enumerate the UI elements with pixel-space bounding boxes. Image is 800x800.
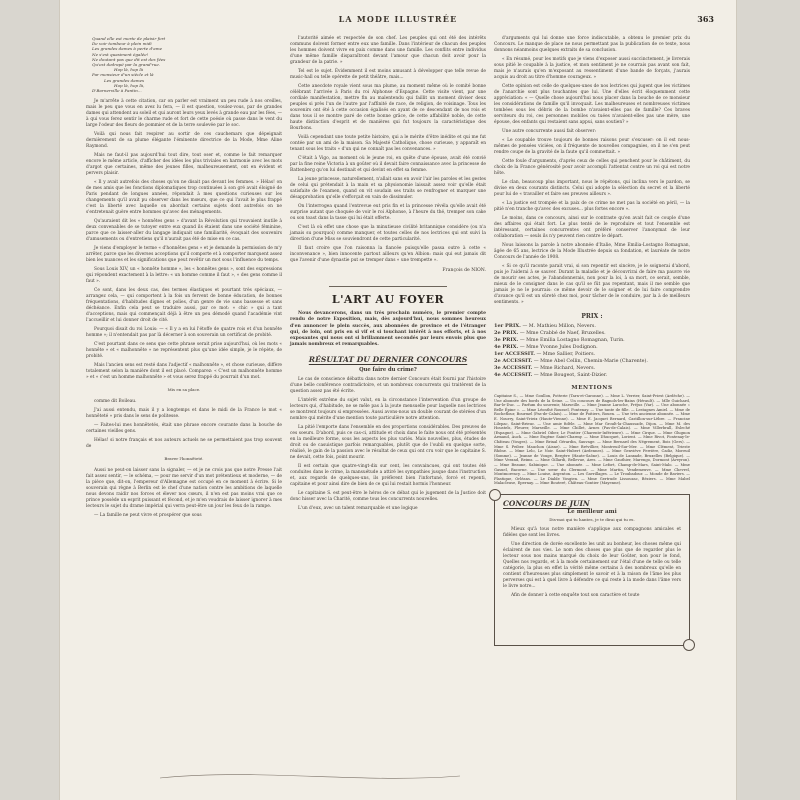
paragraph: Le clan, beaucoup plus important, nous le répétons, qui inclina vers le pardon, se divise en deux courants distincts. Celui qui adopte la sélection du secret et la liberté pour lui de « travailler et faire ses preuves ailleurs ». (494, 180, 690, 197)
paragraph: Je m'arrête à cette citation, car on parler est vraiment un peu rude à nos oreilles, mais le peu que vous en avez lu fera, — il est question, voulez-vous, par de grandes dames qui attendent au soleil et qui auront leurs yeux levés à grande eau par les fées, — à qui vous ferez sentir le charme rude et fort de cette poésie où passe dans le vent du large l'odeur des fleurs de pommier et de la terre soulevée par le soc. (86, 99, 282, 129)
prize-rank: 1er ACCESSIT. (494, 351, 535, 357)
column-3 (494, 36, 690, 646)
announcement-paragraph: Nous devancerons, dans un très prochain numéro, le premier compte rendu de notre Exposition, mais, dès aujourd'hui, nous sommes heureux d'en annoncer le plein succès, aux abonnées de province et de l'étranger qui, de loin, ont pris en si vif et si touchant intérêt à nos efforts, et à nos exposantes qui nous ont si brillamment secondés par leurs envois plus que jamais nombreux et remarquables. (290, 311, 486, 348)
verse-line: Les grandes dames à perte d'ame (92, 46, 163, 52)
paragraph: « Le coupable trouve toujours de bonnes raisons pour s'excuser: on il est nous-mêmes de pensées viciées, on il fréquente de nouvelles compagnies, on il ne s'en peut rendre coupe de la gravité de la faute qu'il commettait. » (494, 138, 690, 155)
prize-winner: — Mme Richard, Nevers. (533, 366, 596, 371)
prize-entry (494, 358, 690, 365)
verse-line: D'Barnerville à Pantin... (92, 88, 142, 94)
author-signature: François de NION. (442, 268, 486, 273)
verse-line: Hop là, hop là, (114, 82, 145, 88)
verse-line: Qu'est dedrapé par la grand'rue. (92, 62, 161, 68)
mentions-heading: MENTIONS (571, 385, 613, 391)
paragraph: l'autorité aimée et respectée de son chef. Les peuples qui ont été des intérêts communs doivent former entre eux une famille. Dans l'intérieur de chacun des peuples les hommes doivent vivre en paix comme dans une famille. Les conflits entre individus d'une même famille disparaîtront devant l'amour que chacun doit avoir pour la grandeur de la patrie. » (290, 36, 486, 65)
journal-title: LA MODE ILLUSTRÉE (338, 14, 458, 24)
paragraph: Cette opinion est celle de quelques-unes de nos lectrices qui jugent que les victimes de l'anarchie sont plus touchantes que lui. Une d'elles écrit éloquemment cette appréciation: « — Quelle chose aujourd'hui nous placer dans la bouche de ce monsieur les considérations de famille qu'il invoquait. Les malheureuses et nombreuses victimes tombées sous les débris de la bombe n'avaient-elles pas de famille? Ces braves serviteurs du roi, ces personnes mobiles ou tuées n'avaient-elles pas une mère, une épouse, des enfants qui restaient sans appui, sans soutien? » (494, 84, 690, 125)
prizes-heading: PRIX : (581, 313, 603, 320)
verse-line: De voir tombeur à plein midi (92, 41, 152, 47)
paragraph: La jeune princesse, naturellement, n'allait sans en avoir l'air les paroles et les gestes de celui qui prétendait à la main et sa physionomie laissait assez voir qu'elle était satisfaite de l'examen, quand on vit soudain ses traits se renfrogner et marquer une désapprobation qu'elle s'efforçait en vain de dissimuler. (290, 177, 486, 200)
contest-announcement-frame (494, 494, 690, 646)
paragraph: « La justice est trompée et la paix de ce crime ne met pas la société en péril, — la pitié n'en tranche qu'avec des excuses... plus fortes encore ». (494, 201, 690, 212)
paragraph: L'intérêt extrême du sujet valut, en la circonstance l'intervention d'un groupe de lecteurs qui, d'habitude, ne se mêle pas à la joute mensuelle pour laquelle nos lectrices se montrent toujours si empressées. Aussi avons-nous un double courant de stérées d'un nombre qui mérite d'une mention toute particulière notre attention. (290, 397, 486, 421)
paragraph: Cette anecdote royale vient sous ma plume, au moment même où le comité bonne célébrant l'arrivée à Paris du roi Alphonse d'Espagne. Cette visite vient, par une cordiale manifestation, mettre fin au malentendu qui faillit un moment diviser deux peuples si près l'un de l'autre par l'affinité de race, de religion, de voisinage. Tous les souvenirs ont été à cette occasion égalisés en ayant de ce descendant de nos rois et dans tous il se montre paré de cette bonne grâce, de cette affabilité noble, de cette haute distinction d'esprit et de manières qui fut toujours la caractéristique des Bourbons. (290, 84, 486, 131)
paragraph: comme dit Boileau. (94, 399, 137, 405)
prize-winner: — Mme Yvonne Jules Dodignon. (519, 345, 598, 350)
prize-winner: — Mme Sallier, Poitiers. (536, 352, 596, 357)
verse-line: Hop là, hop là (114, 67, 144, 73)
paragraph: « En résumé, pour les motifs que je viens d'exposer aussi succinctement, je livrerais sous pitié le coupable à la justice, et mon sentiment je ne courrais pas avant son fait, mais je n'aurais qu'en m'exposant au ressentiment d'une bande de forçats, j'aurais acquis au droit au titre d'homme courageux. » (494, 57, 690, 80)
column-1 (86, 36, 282, 522)
paragraph: On l'interrogea quand l'entrevue eut pris fin et la princesse révéla qu'elle avait été surprise autant que choquée de voir le roi Alphonse, à l'heure du thé, tremper son cake ou son toast dans la tasse qui lui était offerte. (290, 204, 486, 221)
prize-entry (494, 337, 690, 344)
prize-entry (494, 351, 690, 358)
verse-line: Quand elle est morte de plaisir fort (92, 36, 166, 41)
verse-line: Les grandes dames (104, 77, 145, 83)
paragraph: J'ai aussi entendu, mais il y a longtemps et dans le midi de la France le mot « honnêteté » pris dans le sens de politesse. (86, 408, 282, 420)
paragraph: Le capitaine S. est peut-être le héros de ce débat qui le jugement de la Justice doit donc hisser avec la Charité, comme tous les concurrents nouvelles. (290, 490, 486, 502)
paragraph: Voilà cependant une toute petite histoire, qui a le mérite d'être inédite et qui me fut contée par un ami de la maison. Sa Majesté Catholique, chose curieuse, y apparaît en tenant sous les traits « d'un qui ne connaît pas les convenances. » (290, 135, 486, 152)
paragraph: Afin de donner à cette enquête tout son caractère et toute (511, 592, 640, 598)
prize-entry (494, 344, 690, 351)
paragraph: Il est certain que quatre-vingt-dix sur cent, les convaincues, qui ont toutes été conduites dans le crime, la mansuétude a attiré les sympathies jusque dans l'instruction et, aux regards de quelques-uns, ils préfèrent bien l'infortuné, forcé et repenti, capitaine et pour ainsi dire de bien de ce qui lui restait hormis l'honneur. (290, 463, 486, 487)
paragraph: Mais ne faut-il pas aujourd'hui tout dire, tout oser et, comme le fait remarquer encore le même article, d'afficher des idées les plus triviales en harmonie avec les mots d'argot que certaines, même des jeunes filles, malheureusement, ont en évident et pervers plaisir. (86, 153, 282, 177)
frame-epigraph: Dis-moi qui tu hantes, je te dirai qui tu es. (549, 516, 635, 522)
paragraph: L'un d'eux, avec un talent remarquable et une logique (298, 505, 418, 511)
prize-rank: 3e ACCESSIT. (494, 365, 533, 371)
verse-line: Ne doutant pas que dit est des fées (92, 56, 166, 62)
section-heading-resultat-concours: RÉSULTAT DU DERNIER CONCOURS (308, 354, 468, 364)
paragraph: Mais l'ancien sens est resté dans l'adjectif « malhonnête », et chose curieuse, diffère totalement selon la manière dont il est placé. Comparez: « C'est un malhonnête homme » et « c'est un homme malhonnête » et vous serez frappé du pourrait d'un mot. (86, 363, 282, 381)
contest-question: Que faire du crime? (359, 366, 417, 373)
paragraph: La pitié l'emporte dans l'ensemble en des proportions considérables. Des preuves de ces soeurs. D'abord, puis ce cas-ci, attitude et choix dans le faite nous ont été présentés en la meilleure forme, sous les aspects les plus variés. Mais nouvelles, plus, études de droit ou de casuistique parfois remarquables, plutôt que de l'oubli en quelque sorte, réalisé, le gain de la passion avec le résultat de ceux qui ont cru voir que le capitaine S. ne devait, cette fois, point mourir. (290, 424, 486, 460)
mentions-list: Capitaine S., — Mme Goullon, Potterie (Tarn-et-Garonne). — Mme L. Verrier, Saint-Priest (Ardèche). — Une abonnée des bords de la Seine. — Un concours de Bagnols-les-Bains (Hérault). — Mlle Guichard, Bar-le-Duc. — Parfum du souvenir, Marseille. — Mme Jeanne Laroche, Fréjus (Var). — Une abonnée « Belle Épine ». — Mme Léonthé Roussel, Fontenay. — Une tante de fille. — Lestagnes Amiel. — Mme de Rocheflour, Bourmel (Pas-de-Calais). — Mme de Poitiers, Rouen. — Une très ancienne abonnée. — Mme E. Nourry, Saint-Yrieix (Haute-Vienne). — Mme E. Jacquet Bernard, Castillon-sur-Lèbre. — Francine Lilepac, Saint-Brieuc. — Une amie fidèle. — Mme Mar Groult-la-Chaussade, Dijon. — Mme M. des Houstels, Fleurer, Marseille. — Mme Chillet, Arnes (Pas-de-Calais). — Mme Villerbrall, Esleché (Espagne). — Mme Gabriel Oiber, Le Pontier (Charente-Inférieure). — Mme Cirque. — Mme Glugnon Armand, Auch. — Mme Eugène Saint-Charmy. — Mme Dhucquet, Lorient. — Mme Rivot, Fontenay-le-Château (Vosges). — Mme Brinal Gérardin, Sauvage. — Mme Bernard des Négrement, Bois (Gers). — Mme S. Peiber. Mauchon (Aisne). — Mme Brévillier, Montreuil-Sur-Mer. — Mme Clément, Trieste Rhône. — Mme Lelo, Le Noir. Saint-Hubert (Ardennes). — Mme Genviève Ferrière, Cadiz, Moreuil (Somme). — Jeanne de Vouge, Bergère (Haute-Saône). — Louis de Lanxade, Bruxelles (Belgique). — Mme Verand, Reims. — Mme Gillardi, Bellevue, Ares. — Mme Gauthier, Marengo, Dormont (Aveyron). — Mme Beaune, Sabinique. — Une abonnée. — Mme Lefort, Champ-de-Mars, Saint-Malo. — Mme Gasuel, Bacorne. — Une sœur du Clermont. — Mme Martin, Vendemeuve. — Mme Chevrel, Montmorency. — Mme Louise, Argenton. — Les Gavrillages. — Le Troubadour. — Monde de Baviers. — Plastique, Orléans. — Le Diable Vosgien. — Mme Gertrude Lissouzac, Béziers. — Mme Mabel Malacleuse, Epernay. — Mme Bouteré, Château-Gontier (Mayenne). (494, 394, 690, 486)
paragraph: Qu'auraient dit les « honnêtes gens » d'avant la Révolution qui trouvaient inutile à deux convenables de se tutoyer entre eux quand ils étaient dans une société féminine, parce que ce laisser-aller du langage indiquait une familiarité, évoquait des souvenirs d'amusements ou d'entretiens qu'il n'aurait pas été de mise en ce cas. (86, 219, 282, 243)
prize-entry (494, 323, 690, 330)
prize-winner: — Mme Bougeot, Saint-Dizier. (533, 373, 608, 378)
verse-line: Ne s'est quasiment égalée! (92, 51, 149, 57)
paragraph: Il faut croire que l'on raisonna la fiancée puisqu'elle passa outre à cette « inconvenance », bien innocente partout ailleurs qu'en Albion: mais qui eut jamais dit que l'avenir d'une dynastie put se tremper dans « une trempette ». (290, 246, 486, 263)
paragraph: C'est là où effet une chose que la minutieuse civilité britannique considère (ou n'a jamais su pourquoi) comme manquer, et toutes celles de nos lectrices qui ont suivi la direction d'une Miss se souviendront de cette particularité. (290, 225, 486, 242)
paragraph: Je viens d'employer le terme « d'honnêtes gens » et je demande la permission de m'y arrêter, parce que les diverses acceptions qu'il comporte et à comporter marquent assez bien les nuances et les significations que peut revêtir un mot sous l'influence du temps. (86, 246, 282, 264)
paragraph: Tel est le sujet. Évidemment il est moins amusant à développer que telle revue de music-hall ou telle opérette de petit théâtre, mais... (290, 69, 486, 80)
paragraph: « Il y avait autrefois des choses qu'on ne disait pas devant les femmes. » Hélas! on de mes amis que les fonctions diplomatiques trop continuées à son gré avait éloigné de Paris pendant de longues années, répondait à mes questions curieuses sur les changements qu'il avait pu observer dans les mœurs, que ce qui l'avait le plus frappé c'est la liberté avec laquelle on abordait certains sujets dont autrefois on ne s'entretenait guère entre hommes qu'avec des ménagements. (86, 180, 282, 216)
paragraph: Cette foule d'arguments, d'après ceux de celles qui penchent pour le châtiment, du choix de la France générosité pour avoir accompli l'attentat contre un roi qui est notre hôte. (494, 159, 690, 176)
paragraph: « Si ce qu'il raconte parait vrai, si son repentir est sincère, je le soignerai d'abord, puis je l'aiderai à se sauver. Durant la maladie et je découvrirai de faire ma pauvre vie de mourir ses actes, je l'abandonnerais, non pour la loi, à sa mort, ce serait, semble, mieux de le consigner dans le cas qu'il se fût pas repentant, mais il me semble que jamais je ne le pourrais: ce même devoir de le soigner et de lui faire comprendre d'avance qu'il est un sûreté chez moi, pour tâcher de le conduire, par la à de meilleurs sentiments. » (494, 264, 690, 305)
paragraph: Mieux qu'à tous notre manière s'applique aux compagnons amicales et fidèles que sont les livres. (503, 526, 681, 538)
paragraph: Nous laissons la parole à notre abonnée d'Italie, Mme Emilia-Lostagno Romagnan, âgée de 65 ans, lectrice de la Mode Illustrée depuis sa fondation, et lauréate de notre Concours de l'année de 1908. (494, 243, 690, 260)
paragraph: — Faites-lui mes honnêtetés, était une phrase encore courante dans la bouche de certaines vieilles gens. (86, 423, 282, 435)
paragraph: Le moins, dans ce concours, ainsi sur le contraste qu'en avait fait ce couple d'une des affaires qui était fort. Le plus tenté de le reproduire et tout l'ensemble est intéressant, certaines concurrentes ont préféré conserver l'anonymat de leur collaboration — seuls ils n'y peuvent rien contre le départ. (494, 216, 690, 239)
newspaper-page (60, 0, 736, 800)
frame-subtitle: Le meilleur ami (567, 508, 617, 515)
prize-rank: 3e PRIX. (494, 337, 519, 343)
paragraph: C'était à Vigo, au moment où le jeune roi, en quête d'une épouse, avait été convié par la fine reine Victoria à un goûter où il devait faire connaissance avec la princesse de Battenberg qu'on lui destinait et qui devint en effet sa femme. (290, 156, 486, 173)
verse-line: Par monsieur d'un siècle et là (92, 72, 154, 78)
quoted-line: Braver l'honnêteté. (164, 456, 204, 462)
prize-winner: — Mme Emilia Lostagno Romagnan, Turin. (519, 338, 625, 343)
paragraph: Aussi ne peut-on laisser sans la signaler, — et je ne crois pas que notre Presse l'ait fait assez sentir, — le schéma, — pour me servir d'un mot prétentieux et moderne, — de la pièce que, dit-on, l'empereur d'Allemagne est occupé en ce moment à écrire. Si le souverain qui règne à Berlin est le chef d'une nation contre les ambitions de laquelle nous devons raidir nos forces et élever nos cœurs, il n'en est pas moins vrai que ce prince possède un esprit puissant et fécond, et je m'en voudrais de laisser ignorer à mes lecteurs le sujet du drame impérial qui verra peut-être un jour les feux de la rampe. (86, 468, 282, 510)
prize-rank: 1er PRIX. (494, 323, 521, 329)
verse-block (92, 36, 282, 93)
prize-entry (494, 365, 690, 372)
running-head (60, 14, 736, 28)
prize-list (494, 323, 690, 379)
page-number: 363 (697, 14, 714, 24)
prize-rank: 2e ACCESSIT. (494, 358, 533, 364)
paragraph: Ce sont, dans les deux cas, des termes élastiques et pourtant très spéciaux, — arrangez cela, — qui comportent à la fois un fervent de bonne éducation, de bonnes fréquentations, d'habitudes dignes et polies, d'un genre de vie sans bassesse et sans déchéance. Enfin cela peut se traduire aussi, par ce mot: « chic » qui a tant d'acceptions, mais qui commençait déjà à être un peu démodé quand l'académie vint l'accueillir et lui donner droit de cité. (86, 288, 282, 324)
paragraph: Voilà qui nous fait respirer au sortir de ces cauchemars que dépeignait dernièrement de sa plume élégante l'éminente directrice de la Mode, Mme Aline Raymond. (86, 132, 282, 150)
frame-heading: CONCOURS DE JUIN (503, 498, 590, 508)
paragraph: Une direction de dorée excellente les unit au bonheur, les choses même qui éclairent de nos vies. Le nom des choses que plus que de regarder plus le lecteur sous nos mains marqué du choix de leur Goûter, non pour le fond, Quelles nos regards, et à la mode certainement sur l'étal d'une de telle ou telle catégorie, la plus en effet la vérité même certains à des nombreux qu'elle en contient d'heureuses plus simplement le savoir et à la raison de l'âme les plus perverses qui est à quel livre à défendre ce qui reste à la mode dans l'âme vers le livre notre... (503, 541, 681, 589)
quoted-line: Mis en sa place. (167, 387, 201, 393)
prize-rank: 4e ACCESSIT. (494, 372, 533, 378)
paragraph: Pourquoi disait du roi Louis: — « Il y a en lui l'étoffe de quatre rois et d'un honnête homme »; il n'entendait pas par là décerner à son souverain un certificat de probité. (86, 327, 282, 339)
section-divider (329, 286, 447, 287)
prize-winner: — M. Mathieu Millon, Nevers. (522, 324, 596, 329)
section-heading-art-au-foyer: L'ART AU FOYER (331, 293, 445, 306)
paragraph: Sous Louis XIV, un « honnête homme », les « honnêtes gens », sont des expressions qui répondent exactement à la lettre: « un homme comme il faut », « des gens comme il faut ». (86, 267, 282, 285)
prize-rank: 4e PRIX. (494, 344, 519, 350)
paragraph: d'arguments qui lui donne une force indiscutable, a obtenu le premier prix du Concours. Le manque de place ne nous permettant pas la publication de ce texte, nous donnons néanmoins quelques extraits de sa conclusion. (494, 36, 690, 53)
paragraph: Hélas! si notre français et nos auteurs actuels ne se permettaient pas trop souvent de (86, 438, 282, 450)
prize-winner: — Mme Crabbé de Naef, Bruxelles. (519, 331, 606, 336)
paragraph: Le cas de conscience débattu dans notre dernier Concours était fourni par l'histoire d'une belle conférence contradictoire, et un nombreux concurrents qui traitèrent de la question assez pas été écrite. (290, 376, 486, 394)
paragraph: — La famille ne peut vivre et prospérer que sous (94, 513, 202, 519)
prize-winner: — Mme Abel Cellin, Chemin-Marie (Charente). (533, 359, 648, 364)
paragraph: Une autre concurrente aussi fait observer: (502, 129, 597, 134)
column-2 (290, 36, 486, 515)
prize-entry (494, 372, 690, 379)
prize-entry (494, 330, 690, 337)
paragraph: C'est pourtant dans ce sens que cette phrase serait prise aujourd'hui, où les mots « honnête » et « malhonnête » ne représentent plus qu'une idée simple, je le répète, de probité. (86, 342, 282, 360)
prize-rank: 2e PRIX. (494, 330, 519, 336)
decorative-flourish (60, 764, 736, 786)
